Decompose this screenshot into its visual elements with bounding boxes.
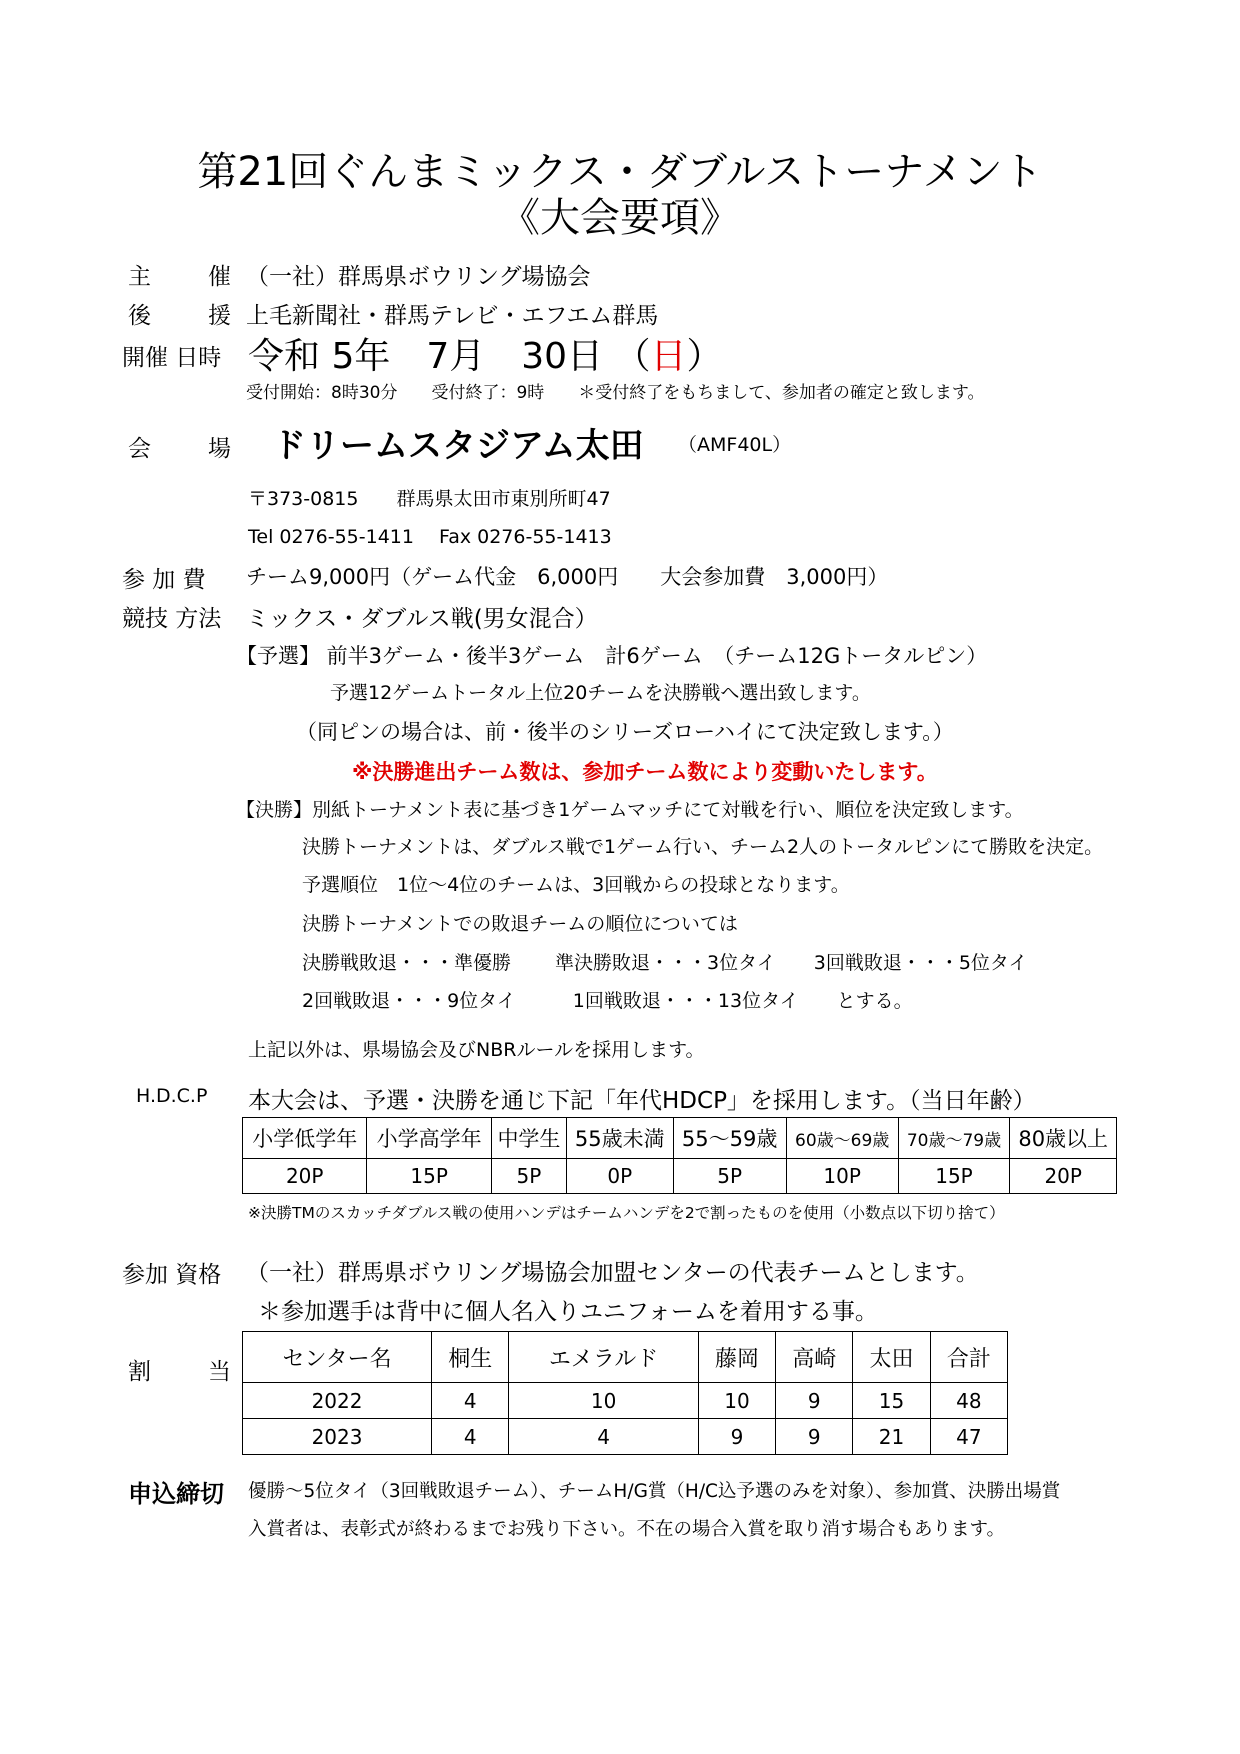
eligibility-value: （一社）群馬県ボウリング場協会加盟センターの代表チームとします。 bbox=[246, 1260, 979, 1286]
date-close: ） bbox=[686, 336, 723, 377]
quota-cell: 4 bbox=[432, 1419, 509, 1455]
quota-cell: 9 bbox=[698, 1419, 775, 1455]
hdcp-label: H.D.C.P bbox=[136, 1085, 208, 1107]
final-rule-3: 予選順位 1位～4位のチームは、3回戦からの投球となります。 bbox=[302, 874, 850, 896]
quota-cell: 10 bbox=[509, 1383, 698, 1419]
quota-cell: 9 bbox=[776, 1383, 853, 1419]
venue-label-a: 会 bbox=[128, 436, 151, 462]
hdcp-header: 80歳以上 bbox=[1010, 1118, 1117, 1159]
reception-time: 受付開始：8時30分 受付終了：9時 ＊受付終了をもちまして、参加者の確定と致します。 bbox=[246, 383, 985, 403]
quota-cell: 9 bbox=[776, 1419, 853, 1455]
support-label-a: 後 bbox=[128, 303, 151, 329]
final-rule-2: 決勝トーナメントは、ダブルス戦で1ゲーム行い、チーム2人のトータルピンにて勝敗を決定。 bbox=[302, 836, 1104, 858]
quota-header: 桐生 bbox=[432, 1332, 509, 1383]
hdcp-header: 中学生 bbox=[491, 1118, 566, 1159]
quota-row-2023 bbox=[243, 1419, 1008, 1455]
quota-cell: 2023 bbox=[243, 1419, 432, 1455]
method-value: ミックス・ダブルス戦(男女混合） bbox=[246, 606, 598, 632]
venue-label-b: 場 bbox=[208, 436, 231, 462]
final-rule: 【決勝】別紙トーナメント表に基づき1ゲームマッチにて対戦を行い、順位を決定致します。 bbox=[236, 799, 1024, 821]
prelim-rule: 【予選】 前半3ゲーム・後半3ゲーム 計6ゲーム （チーム12Gトータルピン） bbox=[236, 644, 988, 668]
hdcp-header: 70歳～79歳 bbox=[898, 1118, 1010, 1159]
organizer-label-b: 催 bbox=[208, 264, 231, 290]
method-label: 競技 方法 bbox=[122, 606, 222, 632]
hdcp-table bbox=[242, 1117, 1117, 1194]
support-value: 上毛新聞社・群馬テレビ・エフエム群馬 bbox=[246, 303, 659, 329]
hdcp-value: 20P bbox=[243, 1159, 367, 1194]
final-rule-6: 2回戦敗退・・・9位タイ 1回戦敗退・・・13位タイ とする。 bbox=[302, 990, 913, 1012]
quota-header: 太田 bbox=[853, 1332, 930, 1383]
hdcp-value: 5P bbox=[673, 1159, 786, 1194]
eligibility-note: ＊参加選手は背中に個人名入りユニフォームを着用する事。 bbox=[258, 1299, 878, 1325]
prelim-note: ※決勝進出チーム数は、参加チーム数により変動いたします。 bbox=[352, 760, 938, 784]
hdcp-header: 55歳未満 bbox=[567, 1118, 674, 1159]
quota-table bbox=[242, 1331, 1008, 1455]
hdcp-header-row bbox=[243, 1118, 1117, 1159]
quota-cell: 4 bbox=[509, 1419, 698, 1455]
hdcp-value: 15P bbox=[367, 1159, 491, 1194]
hdcp-value: 15P bbox=[898, 1159, 1010, 1194]
other-rules: 上記以外は、県場協会及びNBRルールを採用します。 bbox=[248, 1039, 705, 1061]
document-subtitle: 《大会要項》 bbox=[500, 195, 740, 241]
organizer-value: （一社）群馬県ボウリング場協会 bbox=[246, 264, 591, 290]
hdcp-description: 本大会は、予選・決勝を通じ下記「年代HDCP」を採用します。（当日年齢） bbox=[248, 1088, 1036, 1114]
hdcp-note: ※決勝TMのスカッチダブルス戦の使用ハンデはチームハンデを2で割ったものを使用（小数点以下切り捨て） bbox=[248, 1204, 1005, 1222]
venue-address: 〒373-0815 群馬県太田市東別所町47 bbox=[248, 488, 611, 510]
quota-header: エメラルド bbox=[509, 1332, 698, 1383]
quota-cell: 15 bbox=[853, 1383, 930, 1419]
quota-header: 合計 bbox=[930, 1332, 1007, 1383]
venue-phone: Tel 0276-55-1411 Fax 0276-55-1413 bbox=[248, 526, 612, 548]
date-value bbox=[248, 328, 723, 379]
quota-cell: 21 bbox=[853, 1419, 930, 1455]
quota-header: 高崎 bbox=[776, 1332, 853, 1383]
prelim-rule-2: 予選12ゲームトータル上位20チームを決勝戦へ選出致します。 bbox=[330, 682, 871, 704]
hdcp-value: 0P bbox=[567, 1159, 674, 1194]
quota-row-2022 bbox=[243, 1383, 1008, 1419]
quota-label-a: 割 bbox=[128, 1359, 151, 1385]
hdcp-header: 60歳～69歳 bbox=[786, 1118, 898, 1159]
deadline-line-1: 優勝～5位タイ（3回戦敗退チーム）、チームH/G賞（H/C込予選のみを対象）、参加賞、決勝出場賞 bbox=[248, 1481, 1061, 1502]
support-label-b: 援 bbox=[208, 303, 231, 329]
quota-cell: 2022 bbox=[243, 1383, 432, 1419]
quota-header-row bbox=[243, 1332, 1008, 1383]
quota-cell: 47 bbox=[930, 1419, 1007, 1455]
hdcp-value-row bbox=[243, 1159, 1117, 1194]
venue-lanes: （AMF40L） bbox=[678, 434, 792, 456]
deadline-line-2: 入賞者は、表彰式が終わるまでお残り下さい。不在の場合入賞を取り消す場合もあります。 bbox=[248, 1519, 1006, 1540]
hdcp-header: 55～59歳 bbox=[673, 1118, 786, 1159]
date-text: 令和 5年 7月 30日 （ bbox=[248, 336, 651, 377]
date-label: 開催 日時 bbox=[122, 345, 222, 371]
fee-value: チーム9,000円（ゲーム代金 6,000円 大会参加費 3,000円） bbox=[246, 565, 889, 589]
quota-header: 藤岡 bbox=[698, 1332, 775, 1383]
document-title: 第21回ぐんまミックス・ダブルストーナメント bbox=[197, 149, 1043, 195]
hdcp-value: 5P bbox=[491, 1159, 566, 1194]
quota-label-b: 当 bbox=[208, 1359, 231, 1385]
organizer-label-a: 主 bbox=[128, 264, 151, 290]
hdcp-value: 10P bbox=[786, 1159, 898, 1194]
prelim-rule-3: （同ピンの場合は、前・後半のシリーズローハイにて決定致します。） bbox=[296, 720, 954, 744]
final-rule-4: 決勝トーナメントでの敗退チームの順位については bbox=[302, 913, 738, 935]
quota-header: センター名 bbox=[243, 1332, 432, 1383]
hdcp-header: 小学低学年 bbox=[243, 1118, 367, 1159]
final-rule-5: 決勝戦敗退・・・準優勝 準決勝敗退・・・3位タイ 3回戦敗退・・・5位タイ bbox=[302, 952, 1028, 974]
deadline-label: 申込締切 bbox=[128, 1480, 224, 1508]
venue-name: ドリームスタジアム太田 bbox=[272, 426, 644, 466]
fee-label: 参 加 費 bbox=[122, 567, 206, 593]
hdcp-value: 20P bbox=[1010, 1159, 1117, 1194]
date-weekday: 日 bbox=[650, 336, 687, 377]
quota-cell: 10 bbox=[698, 1383, 775, 1419]
quota-cell: 4 bbox=[432, 1383, 509, 1419]
eligibility-label: 参加 資格 bbox=[122, 1262, 222, 1288]
quota-cell: 48 bbox=[930, 1383, 1007, 1419]
hdcp-header: 小学高学年 bbox=[367, 1118, 491, 1159]
